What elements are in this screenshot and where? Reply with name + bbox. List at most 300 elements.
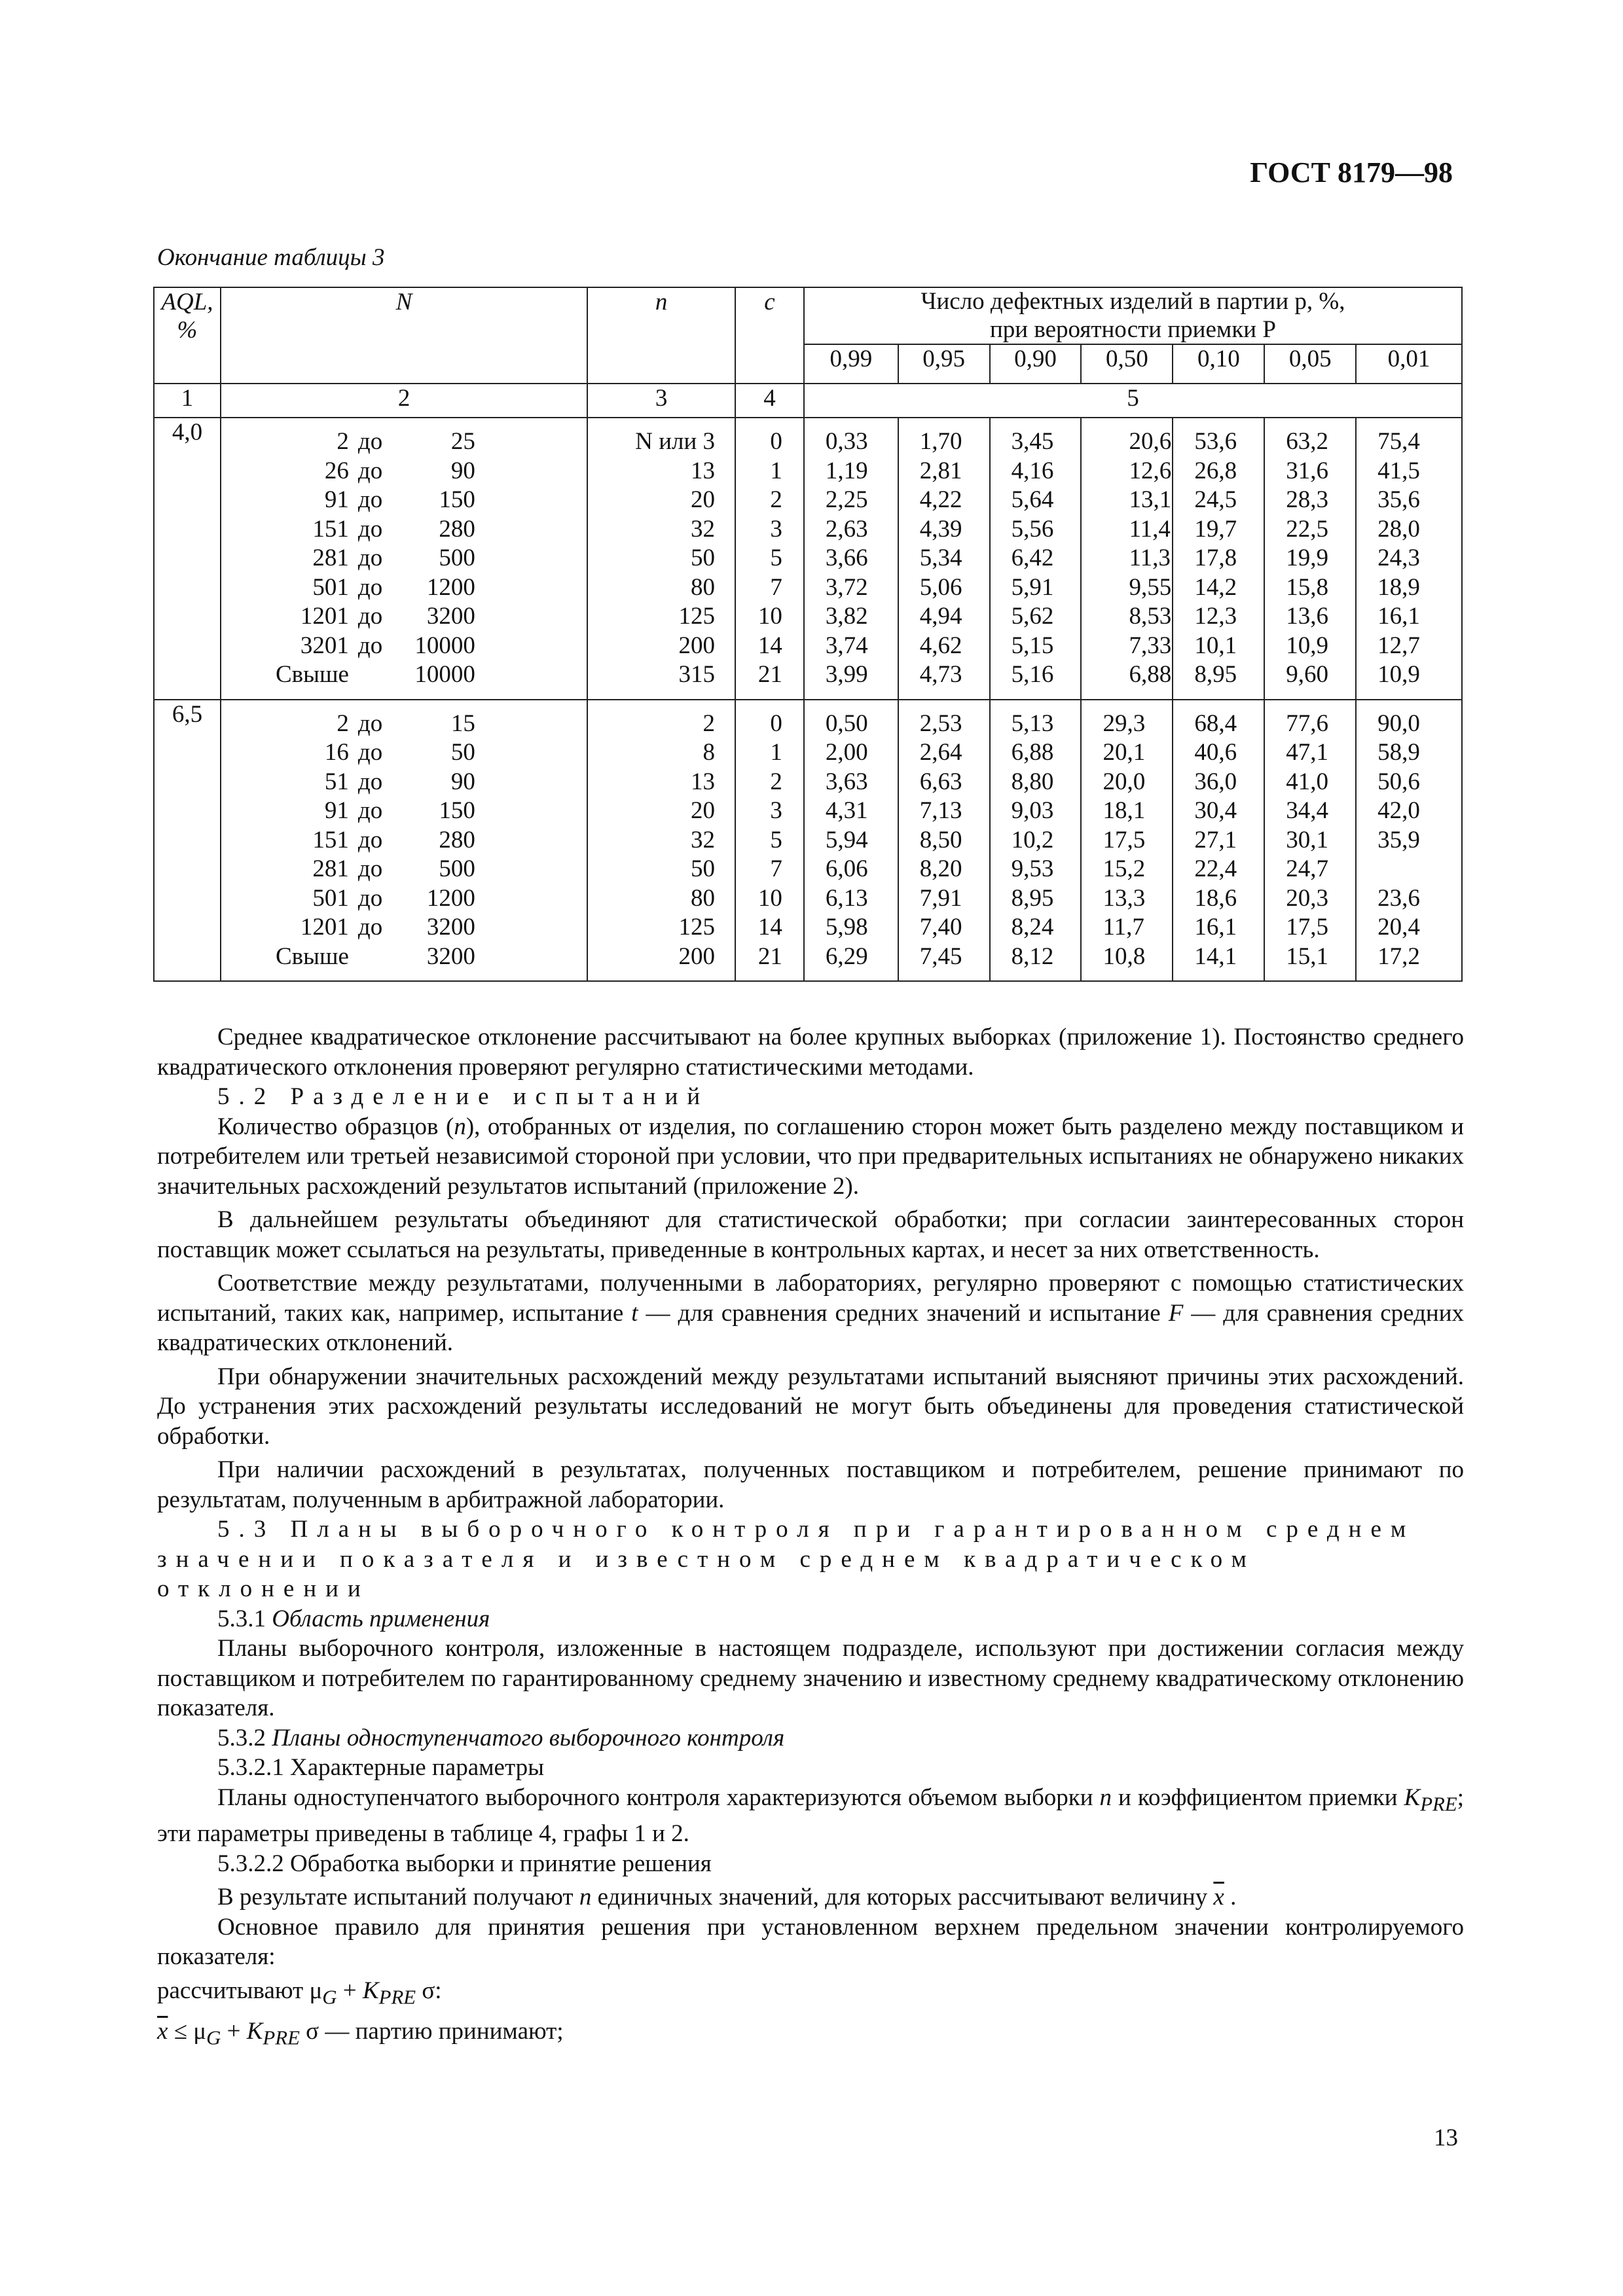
sample-size: 20 (691, 486, 716, 514)
defect-percentage: 10,2 (1011, 826, 1054, 853)
sample-size: 80 (691, 884, 716, 912)
defect-percentage: 15,1 (1286, 942, 1329, 970)
acceptance-number: 14 (757, 632, 782, 659)
lot-size-sep: до (357, 603, 383, 630)
sample-size: 32 (691, 826, 716, 853)
defect-percentage: 10,9 (1286, 632, 1329, 659)
lot-size-from: 51 (324, 768, 349, 795)
defect-percentage: 17,5 (1103, 826, 1146, 853)
subsection-heading-5-3-2-1: 5.3.2.1 Характерные параметры (217, 1754, 544, 1781)
defect-percentage: 18,9 (1377, 573, 1420, 601)
defect-percentage: 8,20 (919, 855, 962, 883)
sample-size: 315 (678, 661, 716, 689)
paragraph: Основное правило для принятия решения при установленном верхнем предельном значении контролируемого показателя: (157, 1913, 1464, 1971)
acceptance-number-cell (735, 700, 804, 982)
lot-size-to: 3200 (426, 942, 475, 970)
acceptance-number: 1 (770, 739, 782, 766)
subsection-heading-5-3-1: 5.3.1 Область применения (217, 1605, 490, 1632)
defect-percentage: 41,0 (1286, 768, 1329, 795)
defect-percentage: 2,25 (825, 486, 868, 514)
defect-percentage: 7,13 (919, 797, 962, 825)
lot-size-range (221, 515, 587, 545)
lot-size-to: 500 (439, 855, 475, 883)
column-number: 2 (221, 384, 587, 418)
defect-percentage: 19,9 (1286, 545, 1329, 572)
defect-percentage: 7,33 (1129, 632, 1172, 659)
acceptance-number: 0 (770, 428, 782, 456)
lot-size-from: 91 (324, 486, 349, 514)
defect-percentage: 17,2 (1377, 942, 1420, 970)
lot-size-sep: до (357, 826, 383, 853)
defect-percentage: 20,6 (1129, 428, 1172, 456)
defect-percentage: 3,66 (825, 545, 868, 572)
defect-percentage: 2,53 (919, 709, 962, 737)
column-number-row (154, 384, 1462, 418)
defect-percentage: 1,19 (825, 457, 868, 484)
header-prob: 0,95 (898, 344, 990, 384)
lot-size-sep: до (357, 573, 383, 601)
p-cell (990, 418, 1082, 700)
acceptance-number-cell (735, 418, 804, 700)
paragraph: В дальнейшем результаты объединяют для статистической обработки; при согласии заинтересованных сторон поставщик может ссылаться на результаты, приведенные в контрольных картах, и несет за них ответственность. (157, 1206, 1464, 1263)
defect-percentage: 18,6 (1194, 884, 1237, 912)
defect-percentage: 11,3 (1129, 545, 1171, 572)
header-N: N (221, 287, 587, 384)
sample-size: 50 (691, 855, 716, 883)
header-prob: 0,10 (1173, 344, 1264, 384)
lot-size-sep: до (357, 486, 383, 514)
defect-percentage: 2,81 (919, 457, 962, 484)
lot-size-to: 3200 (426, 914, 475, 941)
p-cell (1356, 418, 1462, 700)
defect-percentage: 8,80 (1011, 768, 1054, 795)
p-cell (1173, 700, 1264, 982)
lot-size-to: 90 (450, 457, 475, 484)
lot-size-to: 150 (439, 486, 475, 514)
sample-size-cell (587, 700, 735, 982)
defect-percentage: 19,7 (1194, 515, 1237, 543)
sample-size: 13 (691, 457, 716, 484)
defect-percentage: 0,33 (825, 428, 868, 456)
lot-size-to: 500 (439, 545, 475, 572)
lot-size-sep: до (357, 797, 383, 825)
defect-percentage: 4,22 (919, 486, 962, 514)
defect-percentage: 77,6 (1286, 709, 1329, 737)
lot-size-from: 3201 (300, 632, 349, 659)
defect-percentage: 31,6 (1286, 457, 1329, 484)
lot-size-from: Свыше (276, 661, 349, 689)
lot-size-sep: до (357, 855, 383, 883)
lot-size-from: 151 (312, 515, 349, 543)
lot-size-range (221, 942, 587, 972)
lot-size-range (221, 544, 587, 573)
header-prob: 0,01 (1356, 344, 1462, 384)
defect-percentage: 5,64 (1011, 486, 1054, 514)
defect-percentage: 40,6 (1194, 739, 1237, 766)
page-number: 13 (1434, 2125, 1458, 2151)
acceptance-number: 7 (770, 855, 782, 883)
defect-percentage: 5,94 (825, 826, 868, 853)
defect-percentage: 75,4 (1377, 428, 1420, 456)
sample-size: 50 (691, 545, 716, 572)
defect-percentage: 3,82 (825, 603, 868, 630)
column-number: 1 (154, 384, 221, 418)
paragraph: В результате испытаний получают n единичных значений, для которых рассчитывают величину $\overline{x}$ . (217, 1884, 1237, 1911)
p-cell (1356, 700, 1462, 982)
defect-percentage: 3,74 (825, 632, 868, 659)
defect-percentage: 3,45 (1011, 428, 1054, 456)
defect-percentage: 13,1 (1129, 486, 1172, 514)
lot-size-from: 26 (324, 457, 349, 484)
defect-percentage: 50,6 (1377, 768, 1420, 795)
lot-size-range (221, 855, 587, 884)
defect-percentage: 4,39 (919, 515, 962, 543)
lot-size-range (221, 457, 587, 486)
defect-percentage: 4,62 (919, 632, 962, 659)
aql-value: 6,5 (154, 700, 221, 982)
defect-percentage: 2,00 (825, 739, 868, 766)
sample-size: 20 (691, 797, 716, 825)
lot-size-sep: до (357, 739, 383, 766)
acceptance-number: 10 (757, 884, 782, 912)
defect-percentage: 36,0 (1194, 768, 1237, 795)
lot-size-from: 91 (324, 797, 349, 825)
acceptance-number: 14 (757, 914, 782, 941)
paragraph: Планы выборочного контроля, изложенные в настоящем подразделе, используют при достижении согласия между поставщиком и потребителем по гарантированному среднему значению и известному среднему квадратическому отклонению показателя. (157, 1635, 1464, 1721)
header-n: n (587, 287, 735, 384)
lot-size-to: 150 (439, 797, 475, 825)
defect-percentage: 5,16 (1011, 661, 1054, 689)
defect-percentage: 17,5 (1286, 914, 1329, 941)
lot-size-from: 501 (312, 573, 349, 601)
paragraph: При наличии расхождений в результатах, полученных поставщиком и потребителем, решение принимают по результатам, полученным в арбитражной лаборатории. (157, 1456, 1464, 1513)
lot-size-range (221, 427, 587, 457)
defect-percentage: 4,94 (919, 603, 962, 630)
defect-percentage: 6,88 (1129, 661, 1172, 689)
defect-percentage: 30,1 (1286, 826, 1329, 853)
defect-percentage: 8,95 (1011, 884, 1054, 912)
p-cell (1081, 700, 1173, 982)
defect-percentage: 6,29 (825, 942, 868, 970)
defect-percentage: 15,8 (1286, 573, 1329, 601)
defect-percentage: 22,4 (1194, 855, 1237, 883)
lot-size-to: 1200 (426, 573, 475, 601)
lot-size-range (221, 884, 587, 914)
column-number: 3 (587, 384, 735, 418)
lot-size-range (221, 602, 587, 632)
defect-percentage: 7,45 (919, 942, 962, 970)
lot-size-range (221, 826, 587, 855)
p-cell (1264, 700, 1356, 982)
lot-size-from: 16 (324, 739, 349, 766)
defect-percentage: 63,2 (1286, 428, 1329, 456)
defect-percentage: 1,70 (919, 428, 962, 456)
defect-percentage: 20,3 (1286, 884, 1329, 912)
lot-size-to: 50 (450, 739, 475, 766)
defect-percentage: 9,53 (1011, 855, 1054, 883)
defect-percentage: 68,4 (1194, 709, 1237, 737)
defect-percentage: 17,8 (1194, 545, 1237, 572)
defect-percentage: 18,1 (1103, 797, 1146, 825)
lot-size-range (221, 738, 587, 768)
defect-percentage: 26,8 (1194, 457, 1237, 484)
lot-size-to: 10000 (414, 632, 475, 659)
header-group-line2: при вероятности приемки P (990, 315, 1276, 343)
lot-size-sep: до (357, 768, 383, 795)
defect-percentage: 35,6 (1377, 486, 1420, 514)
p-cell (898, 700, 990, 982)
lot-size-from: 2 (337, 428, 349, 456)
acceptance-number: 3 (770, 797, 782, 825)
defect-percentage: 28,3 (1286, 486, 1329, 514)
defect-percentage: 8,24 (1011, 914, 1054, 941)
defect-percentage: 90,0 (1377, 709, 1420, 737)
lot-size-range (221, 660, 587, 690)
p-cell (804, 700, 898, 982)
lot-size-sep: до (357, 914, 383, 941)
acceptance-number: 5 (770, 545, 782, 572)
defect-percentage: 9,60 (1286, 661, 1329, 689)
sample-size: 125 (678, 603, 716, 630)
lot-size-range (221, 913, 587, 942)
defect-percentage: 5,13 (1011, 709, 1054, 737)
lot-size-range (221, 573, 587, 603)
lot-size-from: 281 (312, 545, 349, 572)
header-prob: 0,05 (1264, 344, 1356, 384)
formula-2: $\overline{x} \le \mu_G + K_{PRE}$ σ — партию принимают; (157, 2017, 564, 2049)
lot-size-sep (349, 942, 400, 972)
p-cell (1173, 418, 1264, 700)
defect-percentage: 5,56 (1011, 515, 1054, 543)
defect-percentage: 4,16 (1011, 457, 1054, 484)
table-3 (153, 287, 1463, 982)
defect-percentage: 5,91 (1011, 573, 1054, 601)
p-cell (1081, 418, 1173, 700)
defect-percentage: 24,5 (1194, 486, 1237, 514)
defect-percentage: 53,6 (1194, 428, 1237, 456)
defect-percentage: 9,55 (1129, 573, 1172, 601)
defect-percentage: 41,5 (1377, 457, 1420, 484)
defect-percentage: 9,03 (1011, 797, 1054, 825)
lot-size-to: 3200 (426, 603, 475, 630)
defect-percentage: 6,42 (1011, 545, 1054, 572)
defect-percentage: 4,73 (919, 661, 962, 689)
sample-size: 2 (702, 709, 716, 737)
p-cell (898, 418, 990, 700)
lot-size-to: 10000 (414, 661, 475, 689)
header-row-1 (154, 287, 1462, 344)
lot-size-range (221, 632, 587, 661)
defect-percentage: 8,12 (1011, 942, 1054, 970)
lot-size-sep (349, 660, 400, 690)
defect-percentage: 5,15 (1011, 632, 1054, 659)
subsection-heading-5-3-2: 5.3.2 Планы одноступенчатого выборочного контроля (217, 1724, 785, 1751)
lot-size-to: 280 (439, 515, 475, 543)
acceptance-number: 5 (770, 826, 782, 853)
defect-percentage: 28,0 (1377, 515, 1420, 543)
acceptance-number: 1 (770, 457, 782, 484)
defect-percentage: 58,9 (1377, 739, 1420, 766)
defect-percentage: 5,62 (1011, 603, 1054, 630)
lot-size-range (221, 486, 587, 515)
defect-percentage: 10,1 (1194, 632, 1237, 659)
lot-size-sep: до (357, 428, 383, 456)
paragraph: Среднее квадратическое отклонение рассчитывают на более крупных выборках (приложение 1). Постоянство среднего квадратического отклонения проверяют регулярно статистическими методами. (157, 1024, 1464, 1081)
defect-percentage: 8,50 (919, 826, 962, 853)
header-group (804, 287, 1462, 344)
lot-size-from: 501 (312, 884, 349, 912)
defect-percentage: 47,1 (1286, 739, 1329, 766)
defect-percentage: 8,53 (1129, 603, 1172, 630)
defect-percentage (1357, 855, 1461, 884)
defect-percentage: 20,1 (1103, 739, 1146, 766)
defect-percentage: 29,3 (1103, 709, 1146, 737)
lot-size-cell (221, 700, 587, 982)
defect-percentage: 6,13 (825, 884, 868, 912)
defect-percentage: 34,4 (1286, 797, 1329, 825)
section-heading-5-2: 5.2 Разделение испытаний (217, 1083, 710, 1110)
lot-size-from: 1201 (300, 603, 349, 630)
acceptance-number: 2 (770, 486, 782, 514)
lot-size-from: 281 (312, 855, 349, 883)
acceptance-number: 21 (757, 942, 782, 970)
defect-percentage: 11,7 (1103, 914, 1144, 941)
group-aql-4-0 (154, 418, 1462, 700)
lot-size-from: 2 (337, 709, 349, 737)
lot-size-range (221, 797, 587, 826)
acceptance-number: 21 (757, 661, 782, 689)
defect-percentage: 35,9 (1377, 826, 1420, 853)
lot-size-sep: до (357, 884, 383, 912)
lot-size-to: 25 (450, 428, 475, 456)
defect-percentage: 15,2 (1103, 855, 1146, 883)
header-c: c (735, 287, 804, 384)
header-prob: 0,50 (1081, 344, 1173, 384)
defect-percentage: 3,72 (825, 573, 868, 601)
lot-size-from: 1201 (300, 914, 349, 941)
sample-size: 13 (691, 768, 716, 795)
defect-percentage: 12,6 (1129, 457, 1172, 484)
table-caption: Окончание таблицы 3 (157, 244, 385, 271)
defect-percentage: 20,4 (1377, 914, 1420, 941)
column-number: 4 (735, 384, 804, 418)
document-header: ГОСТ 8179—98 (1250, 156, 1453, 188)
defect-percentage: 5,06 (919, 573, 962, 601)
defect-percentage: 5,98 (825, 914, 868, 941)
defect-percentage: 23,6 (1377, 884, 1420, 912)
defect-percentage: 14,2 (1194, 573, 1237, 601)
defect-percentage: 42,0 (1377, 797, 1420, 825)
defect-percentage: 8,95 (1194, 661, 1237, 689)
defect-percentage: 30,4 (1194, 797, 1237, 825)
lot-size-cell (221, 418, 587, 700)
sample-size-cell (587, 418, 735, 700)
defect-percentage: 2,63 (825, 515, 868, 543)
paragraph: При обнаружении значительных расхождений между результатами испытаний выясняют причины этих расхождений. До устранения этих расхождений результаты исследований не могут быть объединены для проведения статистической обработки. (157, 1363, 1464, 1450)
defect-percentage: 12,3 (1194, 603, 1237, 630)
body-text (157, 1022, 1464, 2053)
lot-size-to: 1200 (426, 884, 475, 912)
defect-percentage: 12,7 (1377, 632, 1420, 659)
acceptance-number: 10 (757, 603, 782, 630)
p-cell (990, 700, 1082, 982)
defect-percentage: 3,63 (825, 768, 868, 795)
lot-size-from: Свыше (276, 942, 349, 970)
defect-percentage: 11,4 (1129, 515, 1171, 543)
formula-1: рассчитывают $\mu_G + K_{PRE}$ σ: (157, 1977, 442, 2009)
defect-percentage: 4,31 (825, 797, 868, 825)
header-group-line1: Число дефектных изделий в партии p, %, (921, 288, 1345, 315)
defect-percentage: 13,3 (1103, 884, 1146, 912)
defect-percentage: 20,0 (1103, 768, 1146, 795)
defect-percentage: 16,1 (1377, 603, 1420, 630)
defect-percentage: 14,1 (1194, 942, 1237, 970)
header-prob: 0,90 (990, 344, 1082, 384)
sample-size: 200 (678, 632, 716, 659)
defect-percentage: 2,64 (919, 739, 962, 766)
defect-percentage: 3,99 (825, 661, 868, 689)
defect-percentage: 22,5 (1286, 515, 1329, 543)
subsection-heading-5-3-2-2: 5.3.2.2 Обработка выборки и принятие решения (217, 1850, 712, 1877)
lot-size-sep: до (357, 515, 383, 543)
defect-percentage: 24,7 (1286, 855, 1329, 883)
lot-size-sep: до (357, 545, 383, 572)
p-cell (1264, 418, 1356, 700)
defect-percentage: 6,06 (825, 855, 868, 883)
defect-percentage: 24,3 (1377, 545, 1420, 572)
paragraph: Планы одноступенчатого выборочного контроля характеризуются объемом выборки n и коэффициентом приемки $K_{PRE}$; эти параметры приведены в таблице 4, графы 1 и 2. (157, 1784, 1464, 1848)
lot-size-range (221, 709, 587, 739)
acceptance-number: 2 (770, 768, 782, 795)
lot-size-to: 280 (439, 826, 475, 853)
acceptance-number: 7 (770, 573, 782, 601)
lot-size-sep: до (357, 632, 383, 659)
group-aql-6-5 (154, 700, 1462, 982)
defect-percentage: 10,8 (1103, 942, 1146, 970)
column-number: 5 (804, 384, 1462, 418)
sample-size: 125 (678, 914, 716, 941)
paragraph: Количество образцов (n), отобранных от изделия, по соглашению сторон может быть разделено между поставщиком и потребителем или третьей независимой стороной при условии, что при предварительных испытаниях не обнаружено никаких значительных расхождений результатов испытаний (приложение 2). (157, 1113, 1464, 1200)
defect-percentage: 7,40 (919, 914, 962, 941)
acceptance-number: 0 (770, 709, 782, 737)
paragraph: Соответствие между результатами, полученными в лабораториях, регулярно проверяют с помощью статистических испытаний, таких как, например, испытание t — для сравнения средних значений и испытание F — для сравнения средних квадратических отклонений. (157, 1270, 1465, 1356)
aql-value: 4,0 (154, 418, 221, 700)
section-heading-5-3: 5.3 Планы выборочного контроля при гарантированном среднем значении показателя и известном среднем квадратическом отклонении (157, 1516, 1415, 1602)
lot-size-to: 15 (450, 709, 475, 737)
defect-percentage: 6,63 (919, 768, 962, 795)
sample-size: 32 (691, 515, 716, 543)
sample-size: N или 3 (635, 428, 716, 456)
header-aql: AQL, % (154, 287, 221, 384)
lot-size-range (221, 768, 587, 797)
p-cell (804, 418, 898, 700)
defect-percentage: 16,1 (1194, 914, 1237, 941)
sample-size: 80 (691, 573, 716, 601)
acceptance-number: 3 (770, 515, 782, 543)
lot-size-from: 151 (312, 826, 349, 853)
defect-percentage: 27,1 (1194, 826, 1237, 853)
header-prob: 0,99 (804, 344, 898, 384)
defect-percentage: 5,34 (919, 545, 962, 572)
defect-percentage: 0,50 (825, 709, 868, 737)
lot-size-sep: до (357, 709, 383, 737)
defect-percentage: 7,91 (919, 884, 962, 912)
sample-size: 200 (678, 942, 716, 970)
lot-size-sep: до (357, 457, 383, 484)
defect-percentage: 13,6 (1286, 603, 1329, 630)
lot-size-to: 90 (450, 768, 475, 795)
defect-percentage: 6,88 (1011, 739, 1054, 766)
